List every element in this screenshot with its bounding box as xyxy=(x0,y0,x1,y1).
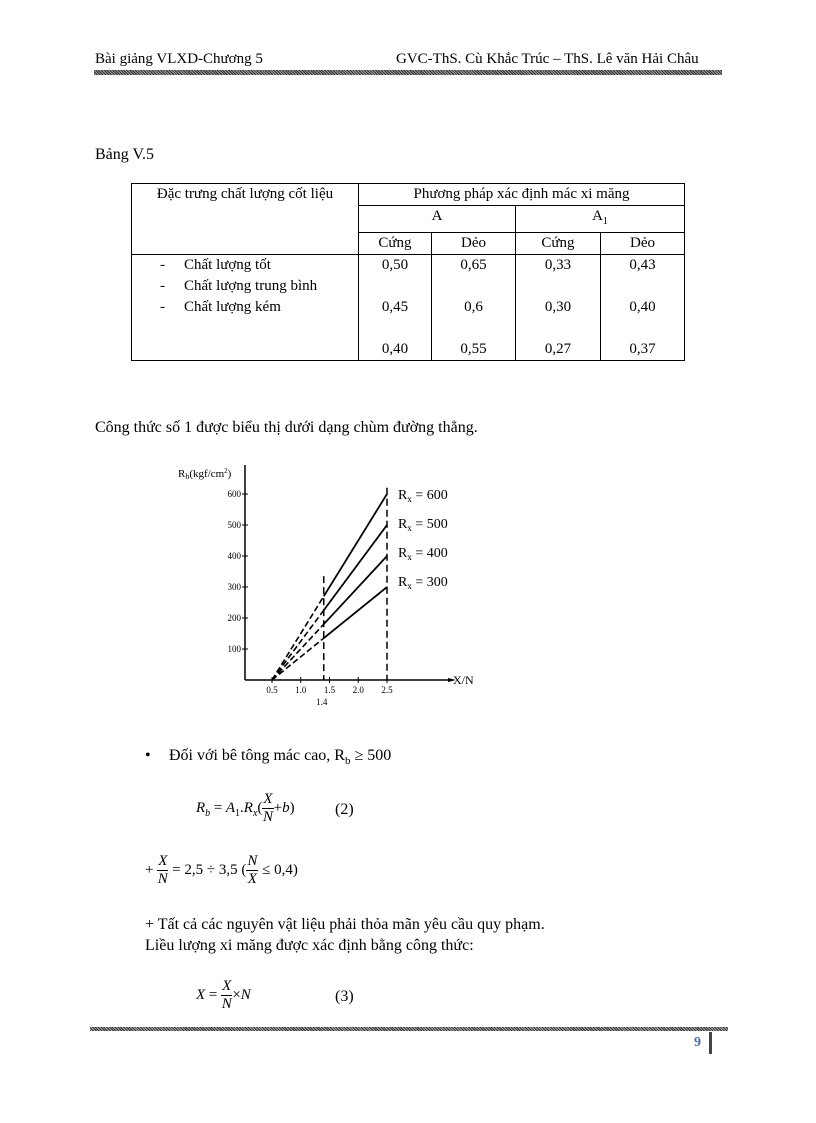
values-plastic-a: 0,65 0,6 0,55 xyxy=(432,255,516,361)
header-rule xyxy=(94,70,722,75)
x-tick-label: 1.0 xyxy=(295,685,307,695)
table-v5 xyxy=(131,183,685,361)
y-tick-label: 600 xyxy=(227,489,241,499)
x-tick-label: 0.5 xyxy=(266,685,278,695)
values-plastic-a1: 0,43 0,40 0,37 xyxy=(601,255,685,361)
y-tick-label: 500 xyxy=(227,520,241,530)
series-line xyxy=(324,587,387,638)
formula-3: X = $\frac{X}{N}$ ×N xyxy=(196,978,251,1012)
header-left: Bài giảng VLXD-Chương 5 xyxy=(95,51,263,67)
formula-ratio: + $\frac{X}{N}$ = 2,5 ÷ 3,5 ( $\frac{N}{X}$ ≤ 0,4) xyxy=(145,853,298,887)
quality-header: Đặc trưng chất lượng cốt liệu xyxy=(132,184,359,255)
header-right: GVC-ThS. Cù Khắc Trúc – ThS. Lê văn Hải Châu xyxy=(396,51,699,67)
list-item: - Chất lượng kém xyxy=(160,299,281,315)
rb-chart xyxy=(160,455,500,715)
series-line xyxy=(324,525,387,610)
series-label: $R_x = 400$ xyxy=(398,546,448,562)
method-a: A xyxy=(359,206,516,233)
subcol-plastic-a1: Dẻo xyxy=(601,233,685,255)
x-tick-label: 2.0 xyxy=(352,685,364,695)
y-axis-label: $Rb(kgf/cm^2)$ xyxy=(178,467,232,481)
y-tick-label: 300 xyxy=(227,582,241,592)
bullet-icon: • xyxy=(145,747,151,764)
method-a1: $A_1$ xyxy=(516,206,685,233)
formula-3-number: (3) xyxy=(335,988,354,1005)
page-bar xyxy=(709,1032,712,1054)
y-tick-label: 100 xyxy=(227,644,241,654)
y-tick-label: 400 xyxy=(227,551,241,561)
series-label: $R_x = 500$ xyxy=(398,517,448,533)
list-item: - Chất lượng tốt xyxy=(160,257,271,273)
page-number: 9 xyxy=(694,1035,701,1050)
x-axis-label: X/N xyxy=(453,673,474,687)
bullet-high-grade: • Đối với bê tông mác cao, $R_b \ge 500$ xyxy=(145,747,392,768)
note-materials: + Tất cả các nguyên vật liệu phải thỏa mãn yêu cầu quy phạm. xyxy=(145,916,545,933)
footer-rule xyxy=(90,1027,728,1031)
paragraph-formula1: Công thức số 1 được biểu thị dưới dạng chùm đường thẳng. xyxy=(95,419,478,436)
x-tick-label: 1.5 xyxy=(323,685,336,695)
subcol-hard-a1: Cứng xyxy=(516,233,601,255)
values-hard-a1: 0,33 0,30 0,27 xyxy=(516,255,601,361)
series-label: $R_x = 300$ xyxy=(398,575,448,591)
paragraph-cement-dosage: Liều lượng xi măng được xác định bằng công thức: xyxy=(145,937,474,954)
series-label: $R_x = 600$ xyxy=(398,488,448,504)
series-line-dashed xyxy=(272,624,324,680)
x-tick-label: 2.5 xyxy=(381,685,393,695)
values-hard-a: 0,50 0,45 0,40 xyxy=(359,255,432,361)
subcol-plastic-a: Dẻo xyxy=(432,233,516,255)
table-caption: Bảng V.5 xyxy=(95,146,154,163)
x-tick-label-1-4: 1.4 xyxy=(316,697,328,707)
formula-2: $R_b = A_1.R_x$( $\frac{X}{N}$ +b) xyxy=(196,791,295,825)
series-line-dashed xyxy=(272,638,324,680)
method-header: Phương pháp xác định mác xi măng xyxy=(359,184,685,206)
formula-2-number: (2) xyxy=(335,801,354,818)
subcol-hard-a: Cứng xyxy=(359,233,432,255)
list-item: - Chất lượng trung bình xyxy=(160,278,318,294)
series-line xyxy=(324,494,387,596)
series-line-dashed xyxy=(272,596,324,680)
quality-list xyxy=(132,255,359,361)
y-tick-label: 200 xyxy=(227,613,241,623)
